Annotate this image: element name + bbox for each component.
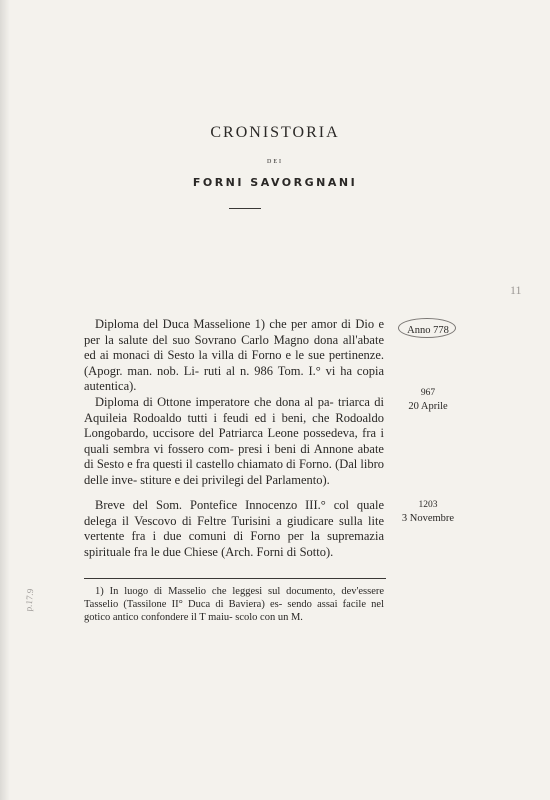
margin-date: Anno 778 <box>407 325 449 336</box>
chronicle-entry <box>84 395 384 489</box>
pencil-annotation-top: 11 <box>510 283 522 297</box>
footnote <box>84 585 384 625</box>
entry-text: Breve del Som. Pontefice Innocenzo III.° col quale delega il Vescovo di Feltre Turisini a giudicare sulla lite vertente fra i due comuni di Forno per la supremazia spirituale fra le due Chiese (Arch. Forni di Sotto). <box>84 498 385 559</box>
chronicle-entry <box>84 317 384 395</box>
title-divider <box>229 208 261 209</box>
page-subtitle: FORNI SAVORGNANI <box>192 176 358 189</box>
margin-date: 1203 3 Novembre <box>401 500 455 524</box>
pencil-annotation-left: p.17.9 <box>23 588 36 612</box>
title-connector: DEI <box>267 159 283 165</box>
chronicle-entry <box>84 498 384 560</box>
page-title: CRONISTORIA <box>210 124 340 141</box>
margin-date: 967 20 Aprile <box>408 388 448 412</box>
entry-text: Diploma del Duca Masselione 1) che per amor di Dio e per la salute del suo Sovrano Carlo Magno dona all'abate ed ai monaci di Sesto la villa di Forno e le sue pertinenze. (Apogr. man. nob. Li- ruti al n. 986 Tom. I.° vi ha copia autentica). <box>84 317 384 394</box>
entry-text: Diploma di Ottone imperatore che dona al pa- triarca di Aquileia Rodoaldo tutti i feudi ed i beni, che Rodoaldo Longobardo, uccisore del Patriarca Leone possedeva, fra i quali sembra vi fossero com- presi i beni di Annone abate di Sesto e fra questi il castello chiamato di Forno. (Dal libro delle inve- stiture e dei privilegi del Parlamento). <box>84 395 385 487</box>
footnote-divider <box>84 578 386 579</box>
footnote-text: 1) In luogo di Masselio che leggesi sul documento, dev'essere Tasselio (Tassilone II° Duca di Baviera) es- sendo assai facile nel gotico antico confondere il T maiu- scolo con un M. <box>84 586 385 624</box>
